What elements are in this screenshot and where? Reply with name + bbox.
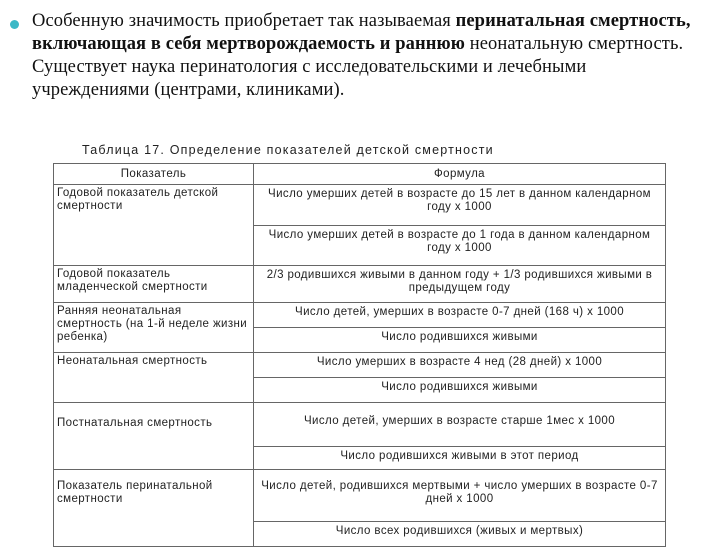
indicator-cell: Годовой показатель младенческой смертности <box>54 266 254 303</box>
formula-line: Число детей, умерших в возрасте 0-7 дней (168 ч) х 1000 <box>295 306 624 318</box>
bullet-paragraph <box>8 10 708 102</box>
formula-line: Число детей, умерших в возрасте старше 1мес х 1000 <box>303 415 615 427</box>
table-row <box>54 353 666 403</box>
formula-cell <box>254 266 666 303</box>
table-header-row <box>54 164 666 185</box>
intro-text-1: Особенную значимость приобретает так называемая <box>32 11 456 31</box>
intro-text-2: неонатальную смертность. Существует наука перинатология с исследовательскими и лечебными учреждениями (центрами, клиниками). <box>32 34 684 100</box>
formula-cell <box>254 185 666 266</box>
indicator-cell: Постнатальная смертность <box>54 403 254 470</box>
formula-cell <box>254 303 666 353</box>
formula-line: Число умерших детей в возрасте до 1 года в данном календарном году х 1000 <box>254 225 665 265</box>
formula-line: 2/3 родившихся живыми в данном году + 1/3 родившихся живыми в предыдущем году <box>266 269 653 294</box>
table-row <box>54 303 666 353</box>
indicator-cell: Неонатальная смертность <box>54 353 254 403</box>
table-row <box>54 266 666 303</box>
formula-line: Число всех родившихся (живых и мертвых) <box>254 521 665 546</box>
header-formula: Формула <box>254 164 666 185</box>
table-row <box>54 185 666 266</box>
table-caption: Таблица 17. Определение показателей детской смертности <box>82 143 494 157</box>
formula-line: Число умерших детей в возрасте до 15 лет в данном календарном году х 1000 <box>268 188 651 213</box>
mortality-table <box>53 163 666 547</box>
formula-line: Число родившихся живыми <box>254 377 665 402</box>
table-row <box>54 470 666 547</box>
indicator-cell: Показатель перинатальной смертности <box>54 470 254 547</box>
formula-line: Число детей, родившихся мертвыми + число умерших в возрасте 0-7 дней х 1000 <box>261 480 658 505</box>
indicator-cell: Ранняя неонатальная смертность (на 1-й неделе жизни ребенка) <box>54 303 254 353</box>
intro-bold-text: перинатальная смертность, включающая в себя мертворождаемость и раннюю <box>32 11 691 54</box>
formula-cell <box>254 403 666 470</box>
header-indicator: Показатель <box>54 164 254 185</box>
indicator-cell: Годовой показатель детской смертности <box>54 185 254 266</box>
formula-cell <box>254 353 666 403</box>
formula-line: Число родившихся живыми <box>254 327 665 352</box>
table-row <box>54 403 666 470</box>
formula-line: Число умерших в возрасте 4 нед (28 дней) х 1000 <box>316 356 603 368</box>
formula-line: Число родившихся живыми в этот период <box>254 446 665 469</box>
intro-paragraph <box>32 10 708 102</box>
bullet-dot-icon <box>10 20 19 29</box>
formula-cell <box>254 470 666 547</box>
